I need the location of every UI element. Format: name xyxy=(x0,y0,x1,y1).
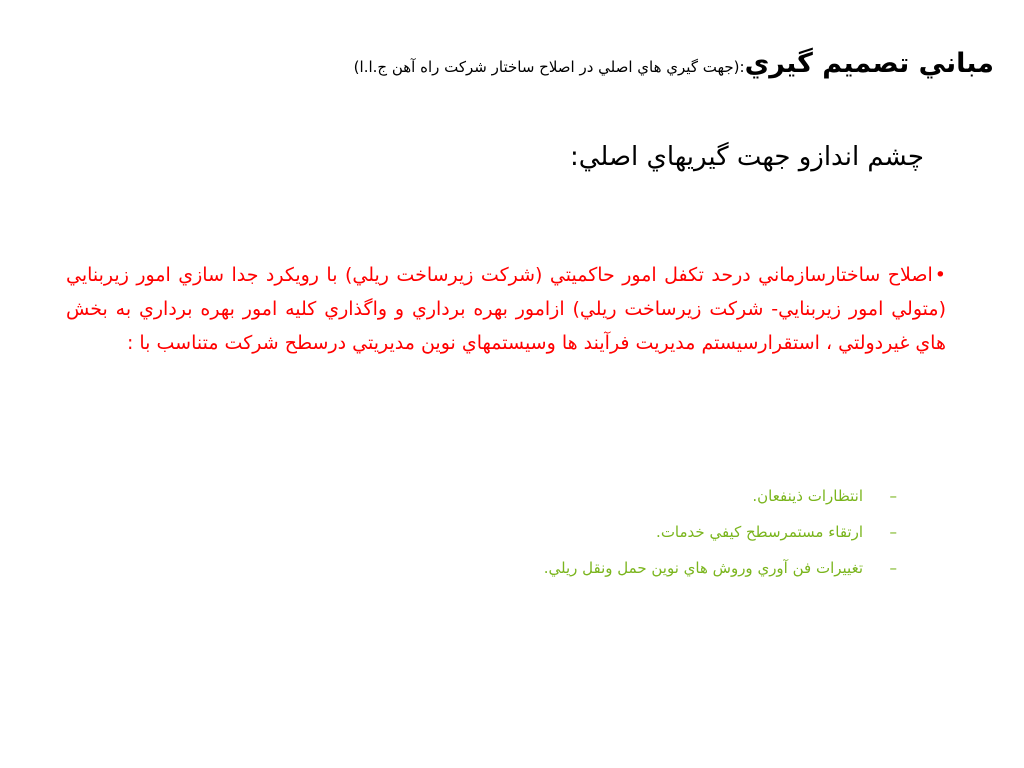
slide-title xyxy=(40,48,994,79)
list-item-text: تغييرات فن آوري وروش هاي نوين حمل ونقل ريلي. xyxy=(543,559,863,577)
bullet-text: اصلاح ساختارسازماني درحد تكفل امور حاكميتي (شركت زيرساخت ريلي) با رويكرد جدا سازي امور زيربنايي (متولي امور زيربنايي- شركت زيرساخت ريلي) ازامور بهره برداري و واگذاري كليه امور بهره برداري به بخش هاي غيردولتي ، استقرارسيستم مديريت فرآيند ها وسيستمهاي نوين مديريتي درسطح شركت متناسب با : xyxy=(66,264,946,354)
section-heading: چشم اندازو جهت گيريهاي اصلي: xyxy=(569,142,924,172)
dash-icon: – xyxy=(889,559,897,577)
bullet-paragraph xyxy=(66,258,946,360)
bullet-icon: • xyxy=(934,264,946,286)
title-subtitle: :(جهت گيري هاي اصلي در اصلاح ساختار شركت راه آهن ج.ا.ا) xyxy=(353,58,745,76)
dash-icon: – xyxy=(889,487,897,505)
list-item xyxy=(544,550,897,586)
dash-icon: – xyxy=(889,523,897,541)
list-item-text: انتظارات ذينفعان. xyxy=(752,487,863,505)
title-main: مباني تصميم گيري xyxy=(744,48,994,79)
list-item xyxy=(544,514,897,550)
list-item xyxy=(544,478,897,514)
sub-bullet-list xyxy=(544,478,897,586)
list-item-text: ارتقاء مستمرسطح كيفي خدمات. xyxy=(656,523,863,541)
